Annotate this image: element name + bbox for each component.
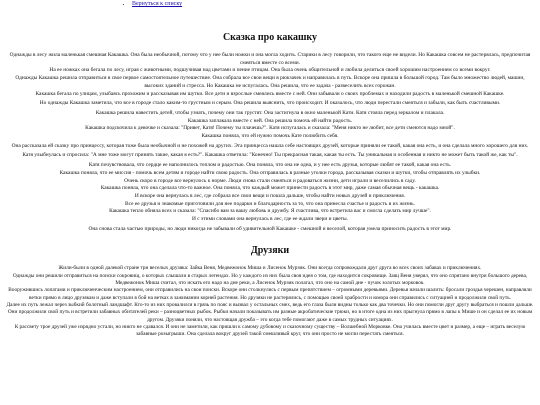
paragraph: Далее их путь лежал через зыбкий болотный ландшафт. Кто-то из них провалился в грязь по пояс и вызвал у остальных смех, ведь его глаза были видны только как два точечки. Но они помогли друг другу выбраться и пошли дальше. [6, 301, 534, 308]
paragraph: На ее ножках она бегала по лесу, играя с животными, подшучивая над цветами и пение птицам. Она была очень общительной и любила делиться своей хорошим настроением со всеми вокруг. [49, 67, 491, 74]
paragraph: Однажды они решили отправиться на поиски сокровищ, о которых слышали в старых легендах. Но у каждого из них была своя идея о том, где находится сокровище. Заяц Веня уверял, что оно спрятано внутри большого дерева, Медвежонок Миша считал, что искать его надо на дне реки, а Лисенок Мурзик полагал, что оно на самой дне - пучок золотых морковок. [12, 272, 528, 287]
story1-title: Сказка про какашку [222, 32, 318, 43]
paragraph: Вооружившись лопатами и приключенческим настроением, они отправились на свои поиски. Вскоре они столкнулись с первым препятствием – огромными деревьями. Деревья начали шалить: бросали гроздья черешен, направляли ветки прямо в лицо друзякам и даже вступали в бой на ветках в зажимании корней растения. Но друзяки не растерялись, с помощью своей храбрости и юмора они справились с ситуацией и продолжили свой путь. [8, 287, 532, 301]
paragraph: Однажды Какашка решила отправиться в свое первое самостоятельное путешествие. Она собрала все свои вещи в рюкзачек и направилась в путь. Вскоре она пришла в большой город. Там было множество людей, машин, высоких зданий и стресса. Но Какашка не испугалась. Она решила, что ее задача - развеселить всех горожан. [15, 75, 525, 89]
back-to-list-link[interactable]: Вернуться к списку [132, 1, 183, 7]
paragraph: Катя улыбнулась и спросила: "А мне тоже могут принять такие, какая я есть?". Какашка ответила: "Конечно! Ты прекрасная такая, какая ты есть. Ты уникальная и особенная и никто не может быть такой же, как ты". [22, 152, 518, 159]
paragraph: Все ее друзья и знакомые приготовили для нее подарки и благодарность за то, что она принесла счастье и радость в их жизнь. [125, 200, 415, 207]
paragraph: Какашка подскочила к девочке и сказала: "Привет, Катя! Почему ты плачешь?". Катя испугалась и сказала: "Меня никто не любит, все дети смеются надо мной". [85, 125, 455, 132]
paragraph: Какашка бегала по улицам, улыбаясь прохожим и рассказывая им шутки. Все дети и взрослые смеялись вместе с ней. Они забывали о своих проблемах и находили радость в маленькой смешной Какашке. [35, 90, 505, 97]
paragraph: Очень скоро в городе все вернулось к норме. Люди снова стали смеяться и радоваться жизни, дети играли и веселились в саду. [124, 177, 416, 184]
paragraph: Какашка заплакала вместе с ней. Она решила помочь ей найти радость. [187, 117, 353, 124]
paragraph: И вскоре она вернулась в лес, где собрала все свои вещи и пошла дальше, чтобы найти новых друзей и приключения. [134, 192, 406, 199]
paragraph: Какашка решила навестить детей, чтобы узнать, почему они так грустят. Она застигнула в окно маленькой Кати. Катя стояла перед зеркалом и плакала. [95, 109, 445, 116]
paragraph: Какашка поняла, что ее миссия - помочь всем детям и городе найти свою радость. Она отправилась в разные уголки города, рассказывая сказки и шутки, чтобы отправлять их улыбки. [59, 169, 481, 176]
paragraph: Она рассказала ей сказку про принцессу, которая тоже была необычной и не похожей на других. Эта принцесса нашла себе настоящих друзей, которые приняли ее такой, какая она есть, и она сделала много хорошего для них. [11, 142, 529, 149]
paragraph: Какашка тепло обняла всех и сказала: "Спасибо вам за вашу любовь и дружбу. Я счастлива, что встретила вас и смогла сделать мир лучше". [109, 208, 431, 215]
story2-body [0, 265, 540, 338]
paragraph: Но однажды Какашка заметила, что все в городе стало каким-то грустным и серым. Она решила выяснить, что происходит. И оказалось, что люди перестали смеяться и забыли, как быть счастливыми. [39, 100, 501, 107]
paragraph: Они продолжили свой путь и встретили забавных обитателей реки – разноцветных рыбок. Рыбки начали показывать им разные акробатические трюки, но в итоге одна из них прыгнула прямо в лапы к Мише и он сделал ее их новым другом. Друзяки поняли, что настоящая дружба – это когда тебе помогают даже в самых трудных ситуациях. [7, 309, 533, 323]
paragraph: К рассвету трое друзей уже изрядно устали, но никто не сдавался. И они не заметили, как пришли к самому дубовому и сказочному существу – Волшебной Морковке. Она училась вместе цвет и размер, а еще – играть веселую забавные розыгрыши. Она сделала вокруг друзей такой смешливый круг, что они просто не могли перестать смеяться. [14, 323, 526, 338]
paragraph: Какашка поняла, что она сделала что-то важное. Она поняла, что каждый может принести радость в этот мир, даже самая обычная вещь - какашка. [100, 185, 440, 192]
paragraph: Катя почувствовала, что сердце ее наполнилось теплом и радостью. Она поняла, что она не одна, и у нее есть друзья, которые любят ее такой, какая она есть. [88, 162, 452, 169]
top-nav [0, 0, 540, 10]
top-nav-item [132, 0, 540, 9]
paragraph: Жили-были в одной далекой стране три веселых друзяка: Зайка Веня, Медвежонок Миша и Лисенок Мурзик. Они всегда сопровождали друг друга во всех своих забавах и приключениях. [58, 265, 482, 272]
paragraph: Какашка поняла, что ей нужно помочь Кате полюбить себя. [201, 133, 339, 140]
story1-body [0, 52, 540, 233]
paragraph: И с этими словами она вернулась в лес, где ее ждали звери и цветы. [192, 216, 348, 223]
paragraph: Она снова стала частью природы, но люди никогда не забывали об удивительной Какашке - смешной и веселой, которая умела приносить радость в этот мир. [88, 225, 452, 232]
paragraph: Однажды в лесу жила маленькая смешная Какашка. Она была необычной, потому что у нее были ножки и она могла ходить. Старики в лесу говорили, что такого еще не видели. Но Какашка совсем не растерялась, предпочитая смеяться вместе со всеми. [9, 52, 531, 66]
story2-title: Друзяки [250, 245, 290, 257]
